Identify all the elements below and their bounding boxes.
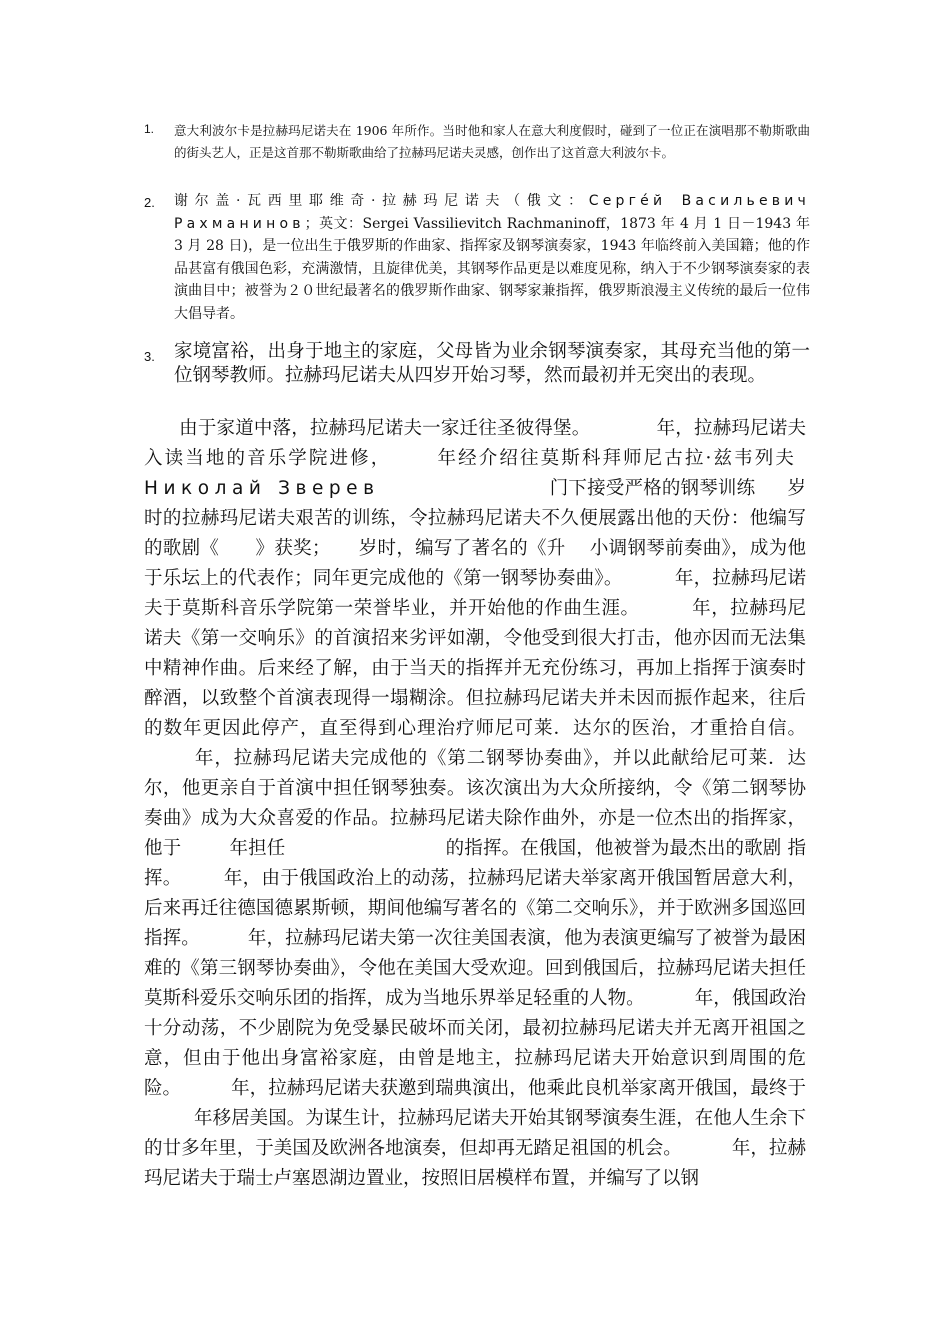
body-text: 岁时，编写了著名的《升 [358,538,566,559]
body-text: 年，拉赫玛尼诺夫于莫斯科音乐学院第一荣誉毕业，并开始他的作曲生涯。 [144,568,806,619]
list-text: 家境富裕，出身于地主的家庭，父母皆为业余钢琴演奏家，其母充当他的第一位钢琴教师。拉赫玛尼诺夫从四岁开始习琴，然而最初并无突出的表现。 [174,341,810,386]
body-text: 年，拉赫玛尼诺夫于瑞士卢塞恩湖边置业，按照旧居模样布置，并编写了以钢 [144,1138,806,1189]
body-text: 岁时的拉赫玛尼诺夫艰苦的训练，令拉赫玛尼诺夫不久便展露出他的天份：他编写的歌剧《 [144,478,806,559]
body-text: 年，拉赫玛尼诺夫《第一交响乐》的首演招来劣评如潮，令他受到很大打击，他亦因而无法集中精神作曲。后来经了解，由于当天的指挥并无充份练习，再加上指挥于演奏时醉酒，以致整个首演表现得一塌糊涂。但拉赫玛尼诺夫并未因而振作起来，往后的数年更因此停产，直至得到心理治疗师尼可莱．达尔的医治，才重拾自信。 [144,598,806,739]
body-text: 年，拉赫玛尼诺夫完成他的《第二钢琴协奏曲》，并以此献给尼可莱．达尔，他更亲自于首演中担任钢琴独奏。该次演出为大众所接纳，令《第二钢琴协奏曲》成为大众喜爱的作品。拉赫玛尼诺夫除作曲外，亦是一位杰出的指挥家，他于 [144,748,806,859]
body-text: 》获奖； [255,538,331,559]
body-text: 的指挥。在俄国，他被誉为最杰出的歌剧 指挥。 [144,838,806,889]
russian-name: Серге́й Васильевич Рахманинов [174,193,810,232]
body-text: 年，拉赫玛尼诺夫入读当地的音乐学院进修， [144,418,806,469]
list-number: 1. [144,122,155,136]
list-number: 2. [144,195,155,210]
body-text: 年，拉赫玛尼诺夫获邀到瑞典演出，他乘此良机举家离开俄国，最终于 [231,1078,806,1099]
list-item-2 [144,190,810,325]
text-before: 谢尔盖·瓦西里耶维奇·拉赫玛尼诺夫（俄文： [174,193,589,209]
text-after: ；英文：Sergei Vassilievitch Rachmaninoff，1873 年 4 月 1 日－1943 年 3 月 28 日)，是一位出生于俄罗斯的作曲家、指挥家及钢琴演奏家，1943 年临终前入美国籍；他的作品甚富有俄国色彩，充满激情，且旋律优美，其钢琴作品更是以难度见称，纳入于不少钢琴演奏家的表演曲目中；被誉为２０世纪最著名的俄罗斯作曲家、钢琴家兼指挥，俄罗斯浪漫主义传统的最后一位伟大倡导者。 [174,215,810,322]
body-text: 年，由于俄国政治上的动荡，拉赫玛尼诺夫举家离开俄国暂居意大利，后来再迁往德国德累斯顿，期间他编写著名的《第二交响乐》，并于欧洲多国巡回指挥。 [144,868,806,949]
list-text [174,190,810,325]
body-text: 小调钢琴前奏曲》，成为他于乐坛上的代表作；同年更完成他的《第一钢琴协奏曲》。 [144,538,806,589]
russian-name: Николай Зверев [144,478,380,499]
body-text: 年，俄国政治十分动荡，不少剧院为免受暴民破坏而关闭，最初拉赫玛尼诺夫并无离开祖国之意，但由于他出身富裕家庭，由曾是地主，拉赫玛尼诺夫开始意识到周围的危险。 [144,988,806,1099]
list-item-1 [144,120,810,164]
body-text: 年担任 [229,838,286,859]
body-text: 由于家道中落，拉赫玛尼诺夫一家迁往圣彼得堡。 [179,418,591,439]
body-text: 年，拉赫玛尼诺夫第一次往美国表演，他为表演更编写了被誉为最困难的《第三钢琴协奏曲》，令他在美国大受欢迎。回到俄国后，拉赫玛尼诺夫担任莫斯科爱乐交响乐团的指挥，成为当地乐界举足轻重的人物。 [144,928,806,1009]
body-paragraph [144,414,806,1194]
body-text: 年移居美国。为谋生计，拉赫玛尼诺夫开始其钢琴演奏生涯，在他人生余下的廿多年里，于美国及欧洲各地演奏，但却再无踏足祖国的机会。 [144,1108,806,1159]
list-text: 意大利波尔卡是拉赫玛尼诺夫在 1906 年所作。当时他和家人在意大利度假时，碰到了一位正在演唱那不勒斯歌曲的街头艺人，正是这首那不勒斯歌曲给了拉赫玛尼诺夫灵感，创作出了这首意大利波尔卡。 [174,123,810,160]
body-text: 门下接受严格的钢琴训练 [549,478,756,499]
list-number: 3. [144,349,155,364]
list-item-3 [144,340,810,388]
body-text: 年经介绍往莫斯科拜师尼古拉·兹韦列夫 [435,448,796,469]
